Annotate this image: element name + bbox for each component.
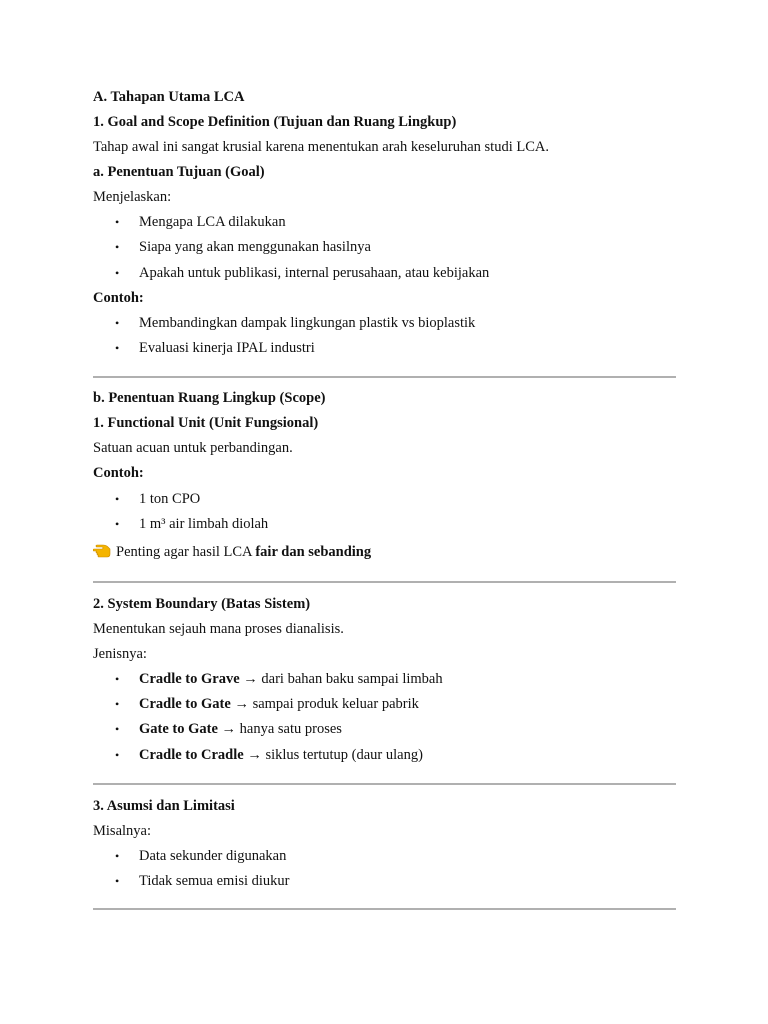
note-emphasis: fair dan sebanding	[255, 544, 372, 560]
bullet-icon: •	[115, 215, 120, 229]
bullet-icon: •	[115, 874, 120, 888]
bullet-icon: •	[115, 240, 120, 254]
paragraph: Satuan acuan untuk perbandingan.	[93, 440, 293, 456]
bullet-icon: •	[115, 517, 120, 531]
example-label: Contoh:	[93, 465, 144, 481]
bullet-icon: •	[115, 748, 120, 762]
paragraph: Menentukan sejauh mana proses dianalisis.	[93, 621, 344, 637]
example-label: Contoh:	[93, 290, 144, 306]
bullet-icon: •	[115, 849, 120, 863]
bullet-icon: •	[115, 672, 120, 686]
bullet-icon: •	[115, 316, 120, 330]
subsection-heading: 3. Asumsi dan Limitasi	[93, 798, 235, 814]
subsection-heading: a. Penentuan Tujuan (Goal)	[93, 164, 265, 180]
note	[93, 542, 371, 561]
paragraph: Menjelaskan:	[93, 189, 172, 205]
paragraph: Jenisnya:	[93, 646, 147, 662]
bullet-icon: •	[115, 266, 120, 280]
bullet-icon: •	[115, 492, 120, 506]
note-text: Penting agar hasil LCA	[116, 544, 256, 560]
subsection-heading: b. Penentuan Ruang Lingkup (Scope)	[93, 390, 326, 406]
subsection-heading: 2. System Boundary (Batas Sistem)	[93, 596, 311, 612]
section-heading: A. Tahapan Utama LCA	[93, 89, 245, 105]
bullet-icon: •	[115, 722, 120, 736]
paragraph: Misalnya:	[93, 823, 151, 839]
horizontal-divider	[93, 376, 676, 378]
bullet-icon: •	[115, 697, 120, 711]
horizontal-divider	[93, 581, 676, 583]
pointing-hand-icon	[93, 544, 111, 558]
paragraph: Tahap awal ini sangat krusial karena menentukan arah keseluruhan studi LCA.	[93, 139, 549, 155]
horizontal-divider	[93, 783, 676, 785]
bullet-icon: •	[115, 341, 120, 355]
subsection-heading: 1. Goal and Scope Definition (Tujuan dan Ruang Lingkup)	[93, 114, 457, 130]
horizontal-divider	[93, 908, 676, 910]
subsection-heading: 1. Functional Unit (Unit Fungsional)	[93, 415, 319, 431]
